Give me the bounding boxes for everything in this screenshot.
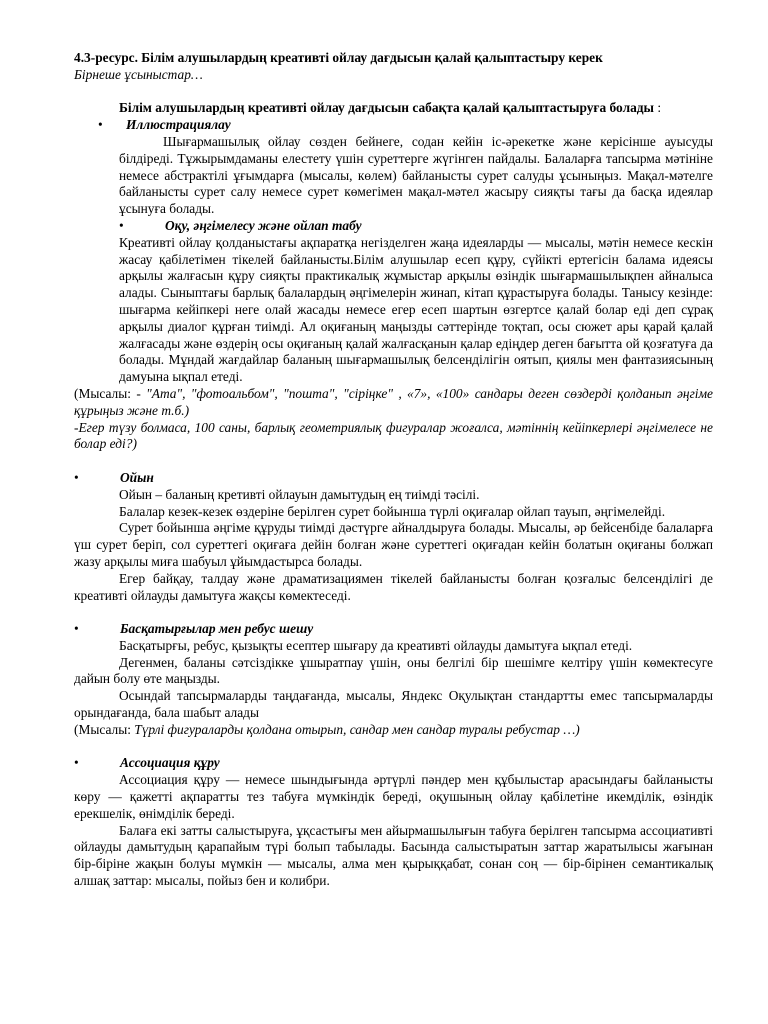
section-association-p1: Ассоциация құру — немесе шындығында әртүрлі пәндер мен құбылыстар арасындағы байланысты көру — қажетті ақпаратты тез табуға мүмкіндік береді, оқушының ойлау қабілетіне икемділік, өзіндік ерекшелік, өнімділік береді. [74,772,713,821]
section-puzzles-example [74,722,713,739]
spacer [74,604,713,621]
bullet-icon: • [119,217,124,233]
section-puzzles-p3: Осындай тапсырмаларды таңдағанда, мысалы, Яндекс Оқулықтан стандартты емес тапсырмаларды орындағанда, бала шабыт алады [74,688,713,721]
intro-heading [74,100,713,117]
section-puzzles-p1: Басқатырғы, ребус, қызықты есептер шығару да креативті ойлауды дамытуға ықпал етеді. [119,637,633,653]
section-puzzles-title: Басқатырғылар мен ребус шешу [120,621,314,637]
section-association-heading [74,755,713,772]
resource-subtitle-text: Бірнеше ұсыныстар… [74,66,203,82]
bullet-icon: • [74,621,79,637]
section-reading-heading [74,218,713,235]
section-puzzles-example-prefix: (Мысалы: [74,721,135,737]
section-association-title: Ассоциация құру [120,755,220,771]
resource-title [74,50,713,67]
section-game-title: Ойын [120,469,154,485]
section-reading-example [74,386,713,420]
intro-heading-tail: : [654,100,662,116]
section-association-p2: Балаға екі затты салыстыруға, ұқсастығы мен айырмашылығын табуға берілген тапсырма ассоциативті ойлауды дамытудың қарапайым түрі болып табылады. Басында салыстыратын заттар жаратылысы жағынан бір-біріне жақын болуы мүмкін — мысалы, алма мен қырыққабат, сонан соң — бір-бірінен семантикалық алшақ заттар: мысалы, пойыз бен и колибри. [74,822,713,889]
spacer [74,453,713,470]
section-puzzles-example-text: Түрлі фигураларды қолдана отырып, сандар мен сандар туралы ребустар …) [134,721,580,737]
intro-heading-text: Білім алушылардың креативті ойлау дағдысын сабақта қалай қалыптастыруға болады [119,100,655,116]
resource-subtitle [74,67,713,84]
section-game-p2: Балалар кезек-кезек өздеріне берілген сурет бойынша түрлі оқиғалар ойлап тауып, әңгімелейді. [119,503,666,519]
section-puzzles-p2: Дегенмен, баланы сәтсіздікке ұшыратпау үшін, оны белгілі бір шешімге келтіру үшін көмектесуге дайын болу өте маңызды. [74,654,713,687]
section-reading-text: Креативті ойлау қолданыстағы ақпаратқа негізделген жаңа идеяларды — мысалы, мәтін немесе кескін жасау қабілетімен тікелей байланысты.Білім алушылар есеп құру, сүйікті ертегісін балама идеясы арқылы жалғасын құру сияқты практикалық жұмыстар арқылы өзіндік шығармашылықпен айналыса алады. Сыныптағы барлық балалардың әңгімелерін жинап, кітап құрастыруға болады. Танысу кезінде: шығарма кейіпкері неге олай жасады немесе егер есеп шартын өзгертсе қалай болар еді деп сұрақ арқылы диалог құрған тиімді. Ал оқиғаның маңызды сәттерінде тоқтап, осы сюжет ары қарай қалай жалғасады және өздерің осы оқиғаның қалай жалғасқанын қалар едіңдер деген бағытта ой қозғатуға да болады. Мұндай жағдайлар баланың шығармашылық белсенділігін оятып, қиялы мен фантазиясының дамуына ықпал етеді. [119,234,713,385]
spacer [74,739,713,756]
section-game-p1: Ойын – баланың кретивті ойлауын дамытудың ең тиімді тәсілі. [119,486,480,502]
section-game-heading [74,470,713,487]
section-reading-example-2: -Егер түзу болмаса, 100 саны, барлық геометриялық фигуралар жоғалса, мәтіннің кейіпкерлері әңгімелесе не болар еді?) [74,419,713,452]
bullet-icon: • [74,755,79,771]
section-puzzles-heading [74,621,713,638]
section-game-p3: Сурет бойынша әңгіме құруды тиімді дәстүрге айналдыруға болады. Мысалы, әр бейсенбіде балаларға үш сурет беріп, сол суреттегі оқиғаға дейін болған және суреттегі оқиғадан кейін болатын оқиғаны болжап жазу арқылы миға шабуыл ұйымдастырса болады. [74,520,713,569]
bullet-icon: • [74,469,79,485]
section-game-p4: Егер байқау, талдау және драматизациямен тікелей байланысты болған қозғалыс белсенділігі де креативті ойлауды дамытуға жақсы көмектеседі. [74,570,713,603]
section-illustration-heading [74,117,713,134]
spacer [74,84,713,101]
resource-title-text: 4.3-ресурс. Білім алушылардың креативті ойлау дағдысын қалай қалыптастыру керек [74,50,603,65]
section-reading-title: Оқу, әңгімелесу және ойлап табу [165,217,362,233]
section-reading-example-text: - "Ата", "фотоальбом", "пошта", "сіріңке" , «7», «100» сандары деген сөздерді қолданып әңгіме құрыңыз және т.б.) [74,385,714,418]
section-reading-example-prefix: (Мысалы: [74,385,137,401]
bullet-icon: • [98,117,103,133]
section-illustration-text: Шығармашылық ойлау сөзден бейнеге, содан кейін іс-әрекетке және керісінше ауысуды білдіреді. Тұжырымдаманы елестету үшін суреттерге жүгінген пайдалы. Балаларға тапсырма мәтініне немесе абстрактілі ұғымдарға (мысалы, көлем) байланысты сурет салуды ұсыныңыз. Мақал-мәтелге байланысты сурет салу немесе сурет көмегімен мақал-мәтел жасыру сияқты тағы да басқа идеялар ұсынуға болады. [119,133,713,217]
section-illustration-title: Иллюстрациялау [126,117,231,133]
